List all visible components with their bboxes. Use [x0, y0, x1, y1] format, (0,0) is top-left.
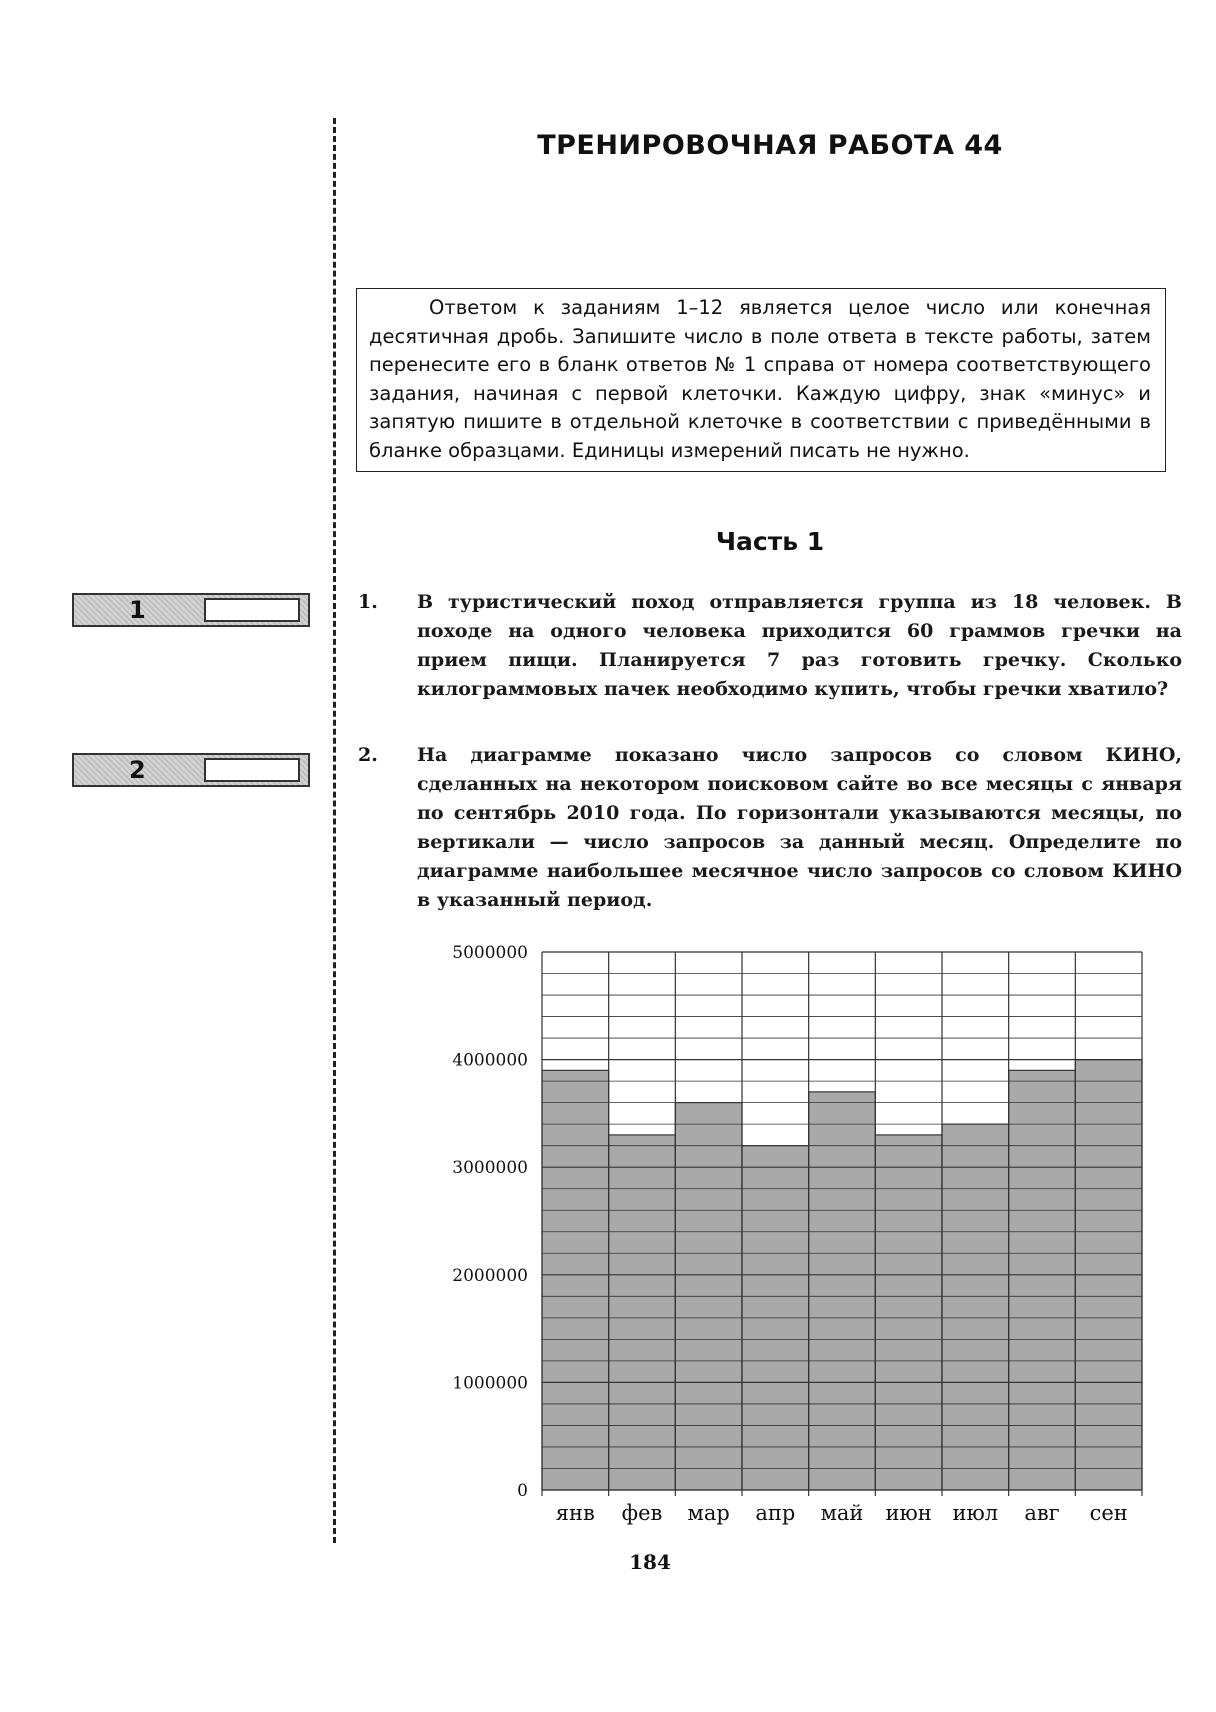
y-tick-label: 3000000 [452, 1158, 528, 1179]
x-tick-label: мар [687, 1501, 730, 1525]
page-title: ТРЕНИРОВОЧНАЯ РАБОТА 44 [537, 130, 1003, 161]
bar-янв [542, 1070, 609, 1490]
task-text: В туристический поход отправляется группа из 18 человек. В походе на одного человека приходится 60 граммов гречки на прием пищи. Планируется 7 раз готовить гречку. Сколько килограммовых пачек необходимо купить, чтобы гречки хватило? [417, 591, 1182, 700]
y-tick-label: 0 [517, 1481, 528, 1501]
x-tick-label: июн [885, 1501, 932, 1525]
bar-июл [942, 1124, 1009, 1490]
x-tick-label: май [820, 1501, 864, 1525]
bar-май [809, 1092, 876, 1490]
x-tick-label: фев [621, 1501, 663, 1525]
task-number: 1. [358, 591, 378, 613]
y-tick-label: 5000000 [452, 943, 528, 963]
section-title: Часть 1 [715, 527, 825, 556]
bar-фев [609, 1135, 676, 1490]
cut-line [333, 118, 336, 1543]
answer-field-1[interactable] [204, 598, 300, 622]
y-tick-label: 1000000 [452, 1373, 528, 1394]
bar-июн [875, 1135, 942, 1490]
answer-box-number: 1 [129, 596, 146, 624]
page-number: 184 [629, 1550, 671, 1574]
answer-box-2 [72, 753, 310, 787]
answer-box-1 [72, 593, 310, 627]
bar-chart [430, 940, 1150, 1540]
task-text: На диаграмме показано число запросов со словом КИНО, сделанных на некотором поисковом сайте во все месяцы с января по сентябрь 2010 года. По горизонтали указываются месяцы, по вертикали — число запросов за данный месяц. Определите по диаграмме наибольшее месячное число запросов со словом КИНО в указанный период. [417, 744, 1182, 911]
y-tick-label: 4000000 [452, 1050, 528, 1071]
x-tick-label: июл [952, 1501, 999, 1525]
task-number: 2. [358, 744, 378, 766]
x-tick-label: сен [1089, 1501, 1128, 1525]
y-tick-label: 2000000 [452, 1265, 528, 1286]
bar-авг [1009, 1070, 1076, 1490]
x-tick-label: апр [755, 1501, 796, 1525]
x-tick-label: авг [1024, 1501, 1060, 1525]
answer-box-number: 2 [129, 756, 146, 784]
instructions-box: Ответом к заданиям 1–12 является целое число или конечная десятичная дробь. Запишите число в поле ответа в тексте работы, затем перенесите его в бланк ответов № 1 справа от номера соответствующего задания, начиная с первой клеточки. Каждую цифру, знак «минус» и запятую пишите в отдельной клеточке в соответствии с приведёнными в бланке образцами. Единицы измерений писать не нужно. [356, 288, 1166, 472]
answer-field-2[interactable] [204, 758, 300, 782]
x-tick-label: янв [555, 1501, 595, 1525]
